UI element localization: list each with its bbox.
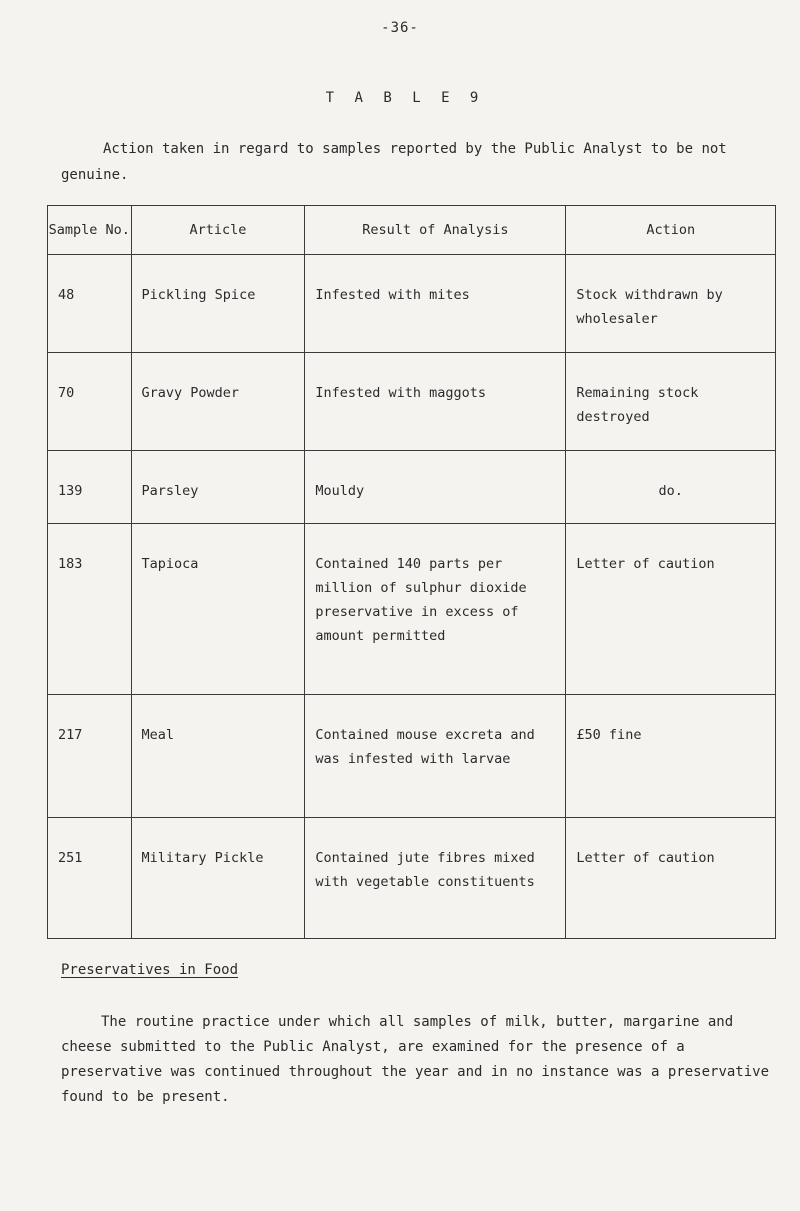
cell-result: Mouldy — [315, 483, 365, 499]
cell-action: £50 fine — [576, 727, 642, 743]
header-action: Action — [566, 206, 776, 255]
samples-table — [47, 205, 776, 939]
table-row — [48, 818, 776, 939]
cell-result: Contained 140 parts per million of sulphur dioxide preservative in excess of amount permitted — [315, 556, 527, 644]
cell-result: Infested with maggots — [315, 385, 487, 401]
cell-sample-no: 48 — [58, 287, 75, 303]
table-row — [48, 524, 776, 695]
section-heading: Preservatives in Food — [61, 962, 239, 978]
cell-article: Parsley — [141, 483, 199, 499]
cell-action: Remaining stock destroyed — [576, 385, 699, 425]
cell-article: Military Pickle — [141, 850, 264, 866]
cell-article: Tapioca — [141, 556, 199, 572]
intro-paragraph: Action taken in regard to samples reported by the Public Analyst to be not genuine. — [61, 141, 727, 183]
header-article: Article — [131, 206, 305, 255]
cell-sample-no: 139 — [58, 483, 83, 499]
cell-article: Meal — [141, 727, 175, 743]
page-number: -36- — [381, 20, 419, 36]
table-row — [48, 695, 776, 818]
table-row — [48, 353, 776, 451]
cell-sample-no: 251 — [58, 850, 83, 866]
table-row — [48, 255, 776, 353]
cell-sample-no: 183 — [58, 556, 83, 572]
cell-result: Infested with mites — [315, 287, 470, 303]
cell-result: Contained jute fibres mixed with vegetable constituents — [315, 850, 535, 890]
cell-action: Stock withdrawn by wholesaler — [576, 287, 723, 327]
cell-sample-no: 70 — [58, 385, 75, 401]
table-row — [48, 451, 776, 524]
cell-action: Letter of caution — [576, 556, 715, 572]
cell-result: Contained mouse excreta and was infested with larvae — [315, 727, 535, 767]
cell-action: Letter of caution — [576, 850, 715, 866]
cell-action: do. — [658, 483, 683, 499]
cell-article: Pickling Spice — [141, 287, 256, 303]
header-result: Result of Analysis — [305, 206, 566, 255]
section-body: The routine practice under which all samples of milk, butter, margarine and cheese submitted to the Public Analyst, are examined for the presence of a preservative was continued throughout the year and in no instance was a preservative found to be present. — [61, 1014, 770, 1105]
table-title: T A B L E 9 — [325, 90, 485, 106]
header-sample-no: Sample No. — [48, 206, 132, 255]
cell-article: Gravy Powder — [141, 385, 240, 401]
cell-sample-no: 217 — [58, 727, 83, 743]
table-header-row — [48, 206, 776, 255]
